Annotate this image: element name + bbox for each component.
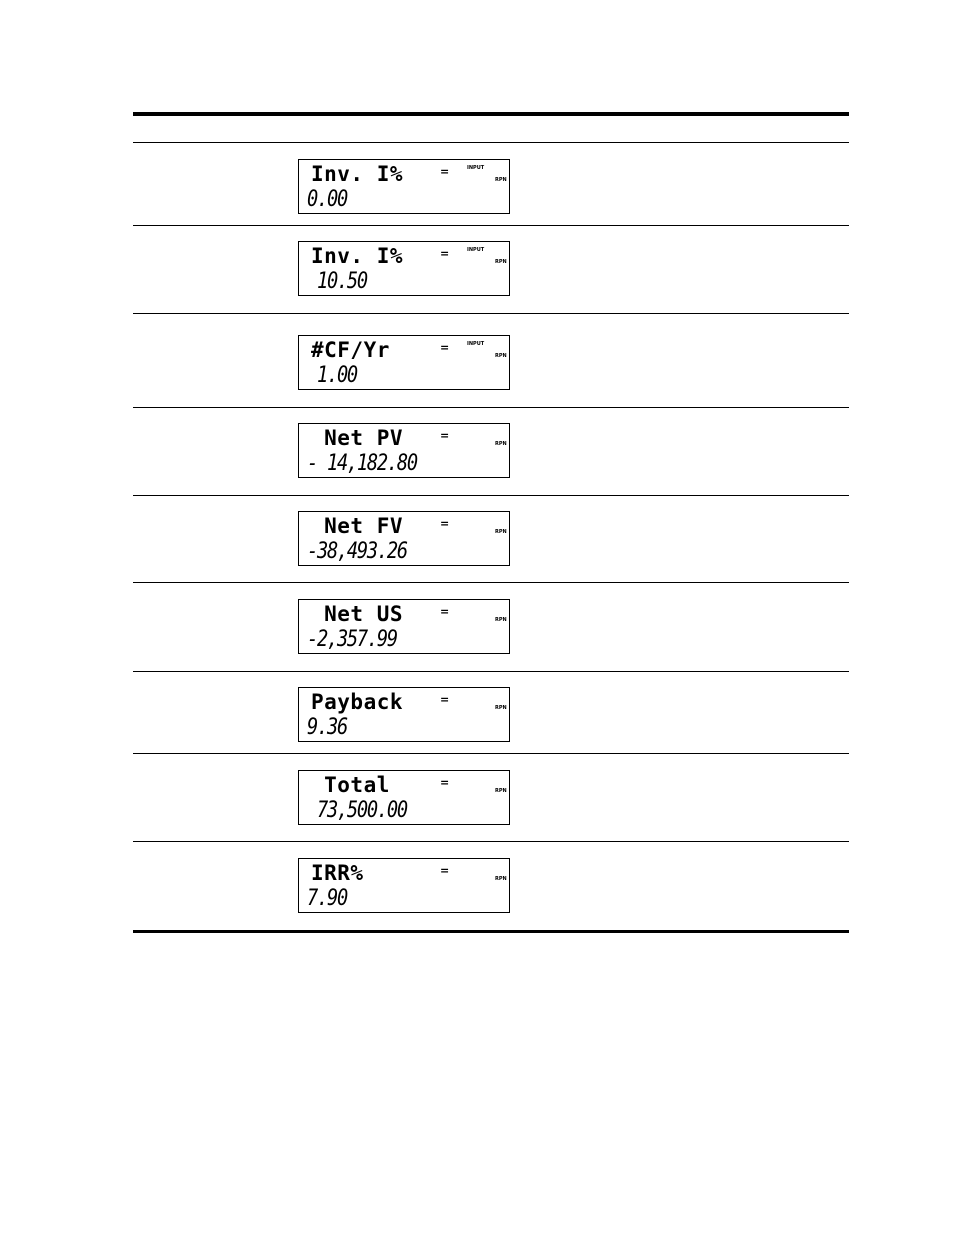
equals-indicator: = — [440, 429, 450, 442]
lcd-value: 1.00 — [307, 363, 357, 388]
row-separator — [133, 495, 849, 496]
rpn-annunciator: RPN — [495, 705, 507, 711]
lcd-display — [298, 687, 510, 742]
equals-indicator: = — [440, 247, 450, 260]
equals-indicator: = — [440, 341, 450, 354]
lcd-value: -38,493.26 — [307, 539, 407, 564]
equals-indicator: = — [440, 693, 450, 706]
lcd-value: -2,357.99 — [307, 627, 397, 652]
rpn-annunciator: RPN — [495, 529, 507, 535]
lcd-label: Inv. I% — [311, 162, 404, 186]
equals-indicator: = — [440, 165, 450, 178]
lcd-display — [298, 335, 510, 390]
lcd-display — [298, 511, 510, 566]
lcd-label: Inv. I% — [311, 244, 404, 268]
input-annunciator: INPUT — [467, 165, 485, 171]
lcd-label: Net US — [311, 602, 404, 626]
rpn-annunciator: RPN — [495, 177, 507, 183]
header-separator — [133, 142, 849, 143]
equals-indicator: = — [440, 864, 450, 877]
rpn-annunciator: RPN — [495, 259, 507, 265]
row-separator — [133, 407, 849, 408]
lcd-label: IRR% — [311, 861, 364, 885]
lcd-display — [298, 770, 510, 825]
lcd-display — [298, 241, 510, 296]
lcd-label: Payback — [311, 690, 404, 714]
row-separator — [133, 753, 849, 754]
lcd-label: Net FV — [311, 514, 404, 538]
lcd-label: Total — [311, 773, 390, 797]
rpn-annunciator: RPN — [495, 876, 507, 882]
lcd-label: Net PV — [311, 426, 404, 450]
lcd-value: 9.36 — [307, 715, 347, 740]
row-separator — [133, 671, 849, 672]
equals-indicator: = — [440, 776, 450, 789]
table-top-rule — [133, 112, 849, 116]
lcd-display — [298, 858, 510, 913]
equals-indicator: = — [440, 605, 450, 618]
lcd-value: 10.50 — [307, 269, 367, 294]
lcd-label: #CF/Yr — [311, 338, 390, 362]
row-separator — [133, 225, 849, 226]
input-annunciator: INPUT — [467, 247, 485, 253]
rpn-annunciator: RPN — [495, 353, 507, 359]
row-separator — [133, 582, 849, 583]
lcd-value: 73,500.00 — [307, 798, 407, 823]
lcd-value: 0.00 — [307, 187, 347, 212]
rpn-annunciator: RPN — [495, 617, 507, 623]
lcd-display — [298, 159, 510, 214]
input-annunciator: INPUT — [467, 341, 485, 347]
table-bottom-rule — [133, 930, 849, 933]
rpn-annunciator: RPN — [495, 788, 507, 794]
row-separator — [133, 313, 849, 314]
lcd-value: 7.90 — [307, 886, 347, 911]
equals-indicator: = — [440, 517, 450, 530]
lcd-value: - 14,182.80 — [307, 451, 417, 476]
lcd-display — [298, 599, 510, 654]
rpn-annunciator: RPN — [495, 441, 507, 447]
row-separator — [133, 841, 849, 842]
lcd-display — [298, 423, 510, 478]
